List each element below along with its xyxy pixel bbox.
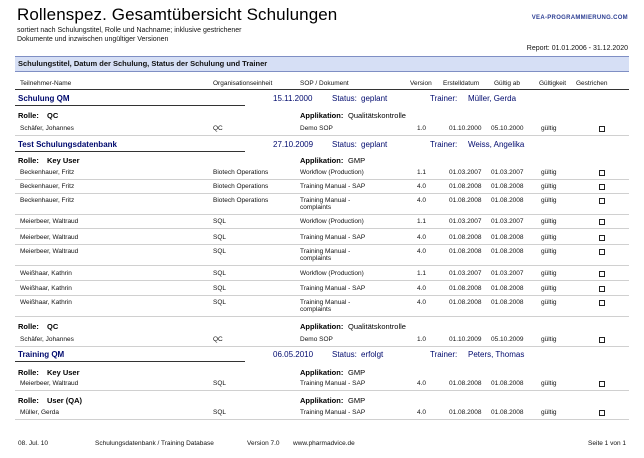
participant-name: Beckenhauer, Fritz: [20, 183, 75, 190]
validity-status: gültig: [541, 409, 557, 416]
row-separator: [15, 316, 629, 317]
participant-name: Beckenhauer, Fritz: [20, 169, 75, 176]
struck-checkbox[interactable]: [599, 271, 605, 277]
course-trainer-label: Trainer:: [430, 94, 458, 103]
created-date: 01.03.2007: [449, 218, 482, 225]
course-status-label: Status:: [332, 140, 357, 149]
valid-from-date: 01.03.2007: [491, 218, 524, 225]
valid-from-date: 01.08.2008: [491, 380, 524, 387]
participant-name: Weißhaar, Kathrin: [20, 299, 72, 306]
row-separator: [15, 390, 629, 391]
valid-from-date: 05.10.2009: [491, 336, 524, 343]
course-title: Test Schulungsdatenbank: [18, 140, 117, 149]
document-name: Training Manual - SAP: [300, 234, 366, 241]
row-separator: [15, 135, 629, 136]
row-separator: [15, 244, 629, 245]
document-version: 4.0: [417, 299, 427, 306]
row-separator: [15, 295, 629, 296]
org-unit: QC: [213, 125, 223, 132]
document-version: 4.0: [417, 409, 427, 416]
course-status-label: Status:: [332, 94, 357, 103]
document-version: 4.0: [417, 380, 427, 387]
role-name: Key User: [47, 368, 80, 377]
validity-status: gültig: [541, 197, 557, 204]
role-label: Rolle:: [18, 111, 39, 120]
valid-from-date: 01.08.2008: [491, 234, 524, 241]
created-date: 01.08.2008: [449, 234, 482, 241]
participant-name: Beckenhauer, Fritz: [20, 197, 75, 204]
document-version: 1.0: [417, 125, 427, 132]
valid-from-date: 01.03.2007: [491, 270, 524, 277]
struck-checkbox[interactable]: [599, 235, 605, 241]
participant-name: Weißhaar, Kathrin: [20, 285, 72, 292]
document-version: 1.0: [417, 336, 427, 343]
struck-checkbox[interactable]: [599, 198, 605, 204]
org-unit: Biotech Operations: [213, 169, 269, 176]
application-value: GMP: [348, 396, 366, 405]
footer-page: Seite 1 von 1: [588, 440, 626, 447]
course-trainer-label: Trainer:: [430, 350, 458, 359]
course-date: 27.10.2009: [273, 140, 314, 149]
document-name: Demo SOP: [300, 336, 333, 343]
role-label: Rolle:: [18, 396, 39, 405]
validity-status: gültig: [541, 248, 557, 255]
report-period: Report: 01.01.2006 - 31.12.2020: [526, 45, 628, 52]
header-divider: [15, 89, 629, 90]
application-label: Applikation:: [300, 396, 344, 405]
validity-status: gültig: [541, 183, 557, 190]
row-separator: [15, 214, 629, 215]
document-version: 1.1: [417, 270, 427, 277]
application-value: Qualitätskontrolle: [348, 111, 406, 120]
created-date: 01.08.2008: [449, 380, 482, 387]
valid-from-date: 01.08.2008: [491, 285, 524, 292]
created-date: 01.08.2008: [449, 285, 482, 292]
role-label: Rolle:: [18, 368, 39, 377]
footer-url: www.pharmadvice.de: [293, 440, 355, 447]
document-name: Training Manual - SAP: [300, 380, 366, 387]
valid-from-date: 01.08.2008: [491, 183, 524, 190]
application-label: Applikation:: [300, 368, 344, 377]
course-trainer-label: Trainer:: [430, 140, 458, 149]
participant-name: Schäfer, Johannes: [20, 336, 74, 343]
org-unit: SQL: [213, 285, 227, 292]
valid-from-date: 01.08.2008: [491, 299, 524, 306]
document-version: 1.1: [417, 169, 427, 176]
created-date: 01.08.2008: [449, 299, 482, 306]
org-unit: SQL: [213, 234, 227, 241]
course-status: geplant: [361, 94, 388, 103]
course-status-label: Status:: [332, 350, 357, 359]
struck-checkbox[interactable]: [599, 381, 605, 387]
column-header-doc: SOP / Dokument: [300, 80, 349, 87]
application-label: Applikation:: [300, 111, 344, 120]
course-date: 15.11.2000: [273, 94, 313, 103]
valid-from-date: 01.08.2008: [491, 248, 524, 255]
application-value: GMP: [348, 156, 366, 165]
valid-from-date: 05.10.2000: [491, 125, 524, 132]
course-underline: [15, 361, 245, 362]
column-header-struck: Gestrichen: [576, 80, 608, 87]
org-unit: SQL: [213, 380, 227, 387]
struck-checkbox[interactable]: [599, 184, 605, 190]
column-header-validity: Gültigkeit: [539, 80, 567, 87]
column-header-org: Organisationseinheit: [213, 80, 273, 87]
valid-from-date: 01.08.2008: [491, 197, 524, 204]
course-trainer: Peters, Thomas: [468, 350, 525, 359]
validity-status: gültig: [541, 380, 557, 387]
column-header-version: Version: [410, 80, 432, 87]
document-name: Training Manual - SAP: [300, 285, 366, 292]
document-version: 4.0: [417, 248, 427, 255]
struck-checkbox[interactable]: [599, 126, 605, 132]
application-value: GMP: [348, 368, 366, 377]
struck-checkbox[interactable]: [599, 170, 605, 176]
org-unit: SQL: [213, 299, 227, 306]
document-name: Training Manual - SAP: [300, 409, 366, 416]
row-separator: [15, 179, 629, 180]
role-name: QC: [47, 322, 59, 331]
document-version: 4.0: [417, 183, 427, 190]
course-title: Training QM: [18, 350, 65, 359]
org-unit: QC: [213, 336, 223, 343]
struck-checkbox[interactable]: [599, 410, 605, 416]
org-unit: Biotech Operations: [213, 197, 269, 204]
footer-date: 08. Jul. 10: [18, 440, 48, 447]
validity-status: gültig: [541, 125, 557, 132]
participant-name: Meierbeer, Waltraud: [20, 380, 79, 387]
created-date: 01.03.2007: [449, 169, 482, 176]
report-subtitle-line-1: sortiert nach Schulungstitel, Rolle und Nachname; inklusive gestrichener: [17, 27, 242, 34]
validity-status: gültig: [541, 299, 557, 306]
role-label: Rolle:: [18, 322, 39, 331]
validity-status: gültig: [541, 336, 557, 343]
validity-status: gültig: [541, 270, 557, 277]
created-date: 01.08.2008: [449, 197, 482, 204]
course-trainer: Müller, Gerda: [468, 94, 517, 103]
document-name: Training Manual - complaints: [300, 299, 351, 313]
document-version: 1.1: [417, 218, 427, 225]
org-unit: SQL: [213, 248, 227, 255]
document-name: Training Manual - complaints: [300, 197, 351, 211]
participant-name: Meierbeer, Waltraud: [20, 218, 79, 225]
document-name: Workflow (Production): [300, 270, 364, 277]
created-date: 01.08.2008: [449, 183, 482, 190]
role-name: QC: [47, 111, 59, 120]
footer-version: Version 7.0: [247, 440, 280, 447]
application-value: Qualitätskontrolle: [348, 322, 406, 331]
participant-name: Weißhaar, Kathrin: [20, 270, 72, 277]
created-date: 01.10.2009: [449, 336, 482, 343]
footer-database: Schulungsdatenbank / Training Database: [95, 440, 214, 447]
column-header-name: Teilnehmer-Name: [20, 80, 72, 87]
created-date: 01.08.2008: [449, 248, 482, 255]
row-separator: [15, 419, 629, 420]
struck-checkbox[interactable]: [599, 286, 605, 292]
document-version: 4.0: [417, 285, 427, 292]
created-date: 01.10.2000: [449, 125, 482, 132]
document-name: Demo SOP: [300, 125, 333, 132]
course-underline: [15, 151, 245, 152]
struck-checkbox[interactable]: [599, 300, 605, 306]
course-trainer: Weiss, Angelika: [468, 140, 525, 149]
created-date: 01.03.2007: [449, 270, 482, 277]
validity-status: gültig: [541, 234, 557, 241]
course-status: erfolgt: [361, 350, 384, 359]
role-name: Key User: [47, 156, 80, 165]
role-name: User (QA): [47, 396, 83, 405]
document-version: 4.0: [417, 197, 427, 204]
report-subtitle-line-2: Dokumente und inzwischen ungültiger Versionen: [17, 36, 169, 43]
org-unit: SQL: [213, 270, 227, 277]
document-name: Workflow (Production): [300, 169, 364, 176]
participant-name: Meierbeer, Waltraud: [20, 248, 79, 255]
application-label: Applikation:: [300, 322, 344, 331]
application-label: Applikation:: [300, 156, 344, 165]
row-separator: [15, 228, 629, 229]
course-title: Schulung QM: [18, 94, 70, 103]
course-status: geplant: [361, 140, 388, 149]
course-underline: [15, 105, 245, 106]
column-header-valid-from: Gültig ab: [494, 80, 521, 87]
struck-checkbox[interactable]: [599, 337, 605, 343]
participant-name: Schäfer, Johannes: [20, 125, 74, 132]
valid-from-date: 01.08.2008: [491, 409, 524, 416]
brand-label: VEA-PROGRAMMIERUNG.COM: [531, 15, 628, 21]
row-separator: [15, 193, 629, 194]
validity-status: gültig: [541, 218, 557, 225]
document-name: Workflow (Production): [300, 218, 364, 225]
report-title: Rollenspez. Gesamtübersicht Schulungen: [17, 5, 338, 24]
document-version: 4.0: [417, 234, 427, 241]
participant-name: Müller, Gerda: [20, 409, 60, 416]
org-unit: Biotech Operations: [213, 183, 269, 190]
row-separator: [15, 280, 629, 281]
validity-status: gültig: [541, 169, 557, 176]
struck-checkbox[interactable]: [599, 249, 605, 255]
row-separator: [15, 346, 629, 347]
struck-checkbox[interactable]: [599, 219, 605, 225]
course-date: 06.05.2010: [273, 350, 314, 359]
group-header-text: Schulungstitel, Datum der Schulung, Status der Schulung und Trainer: [18, 59, 268, 68]
created-date: 01.08.2008: [449, 409, 482, 416]
document-name: Training Manual - complaints: [300, 248, 351, 262]
column-header-created: Erstelldatum: [443, 80, 480, 87]
validity-status: gültig: [541, 285, 557, 292]
role-label: Rolle:: [18, 156, 39, 165]
valid-from-date: 01.03.2007: [491, 169, 524, 176]
org-unit: SQL: [213, 409, 227, 416]
document-name: Training Manual - SAP: [300, 183, 366, 190]
row-separator: [15, 265, 629, 266]
participant-name: Meierbeer, Waltraud: [20, 234, 79, 241]
org-unit: SQL: [213, 218, 227, 225]
